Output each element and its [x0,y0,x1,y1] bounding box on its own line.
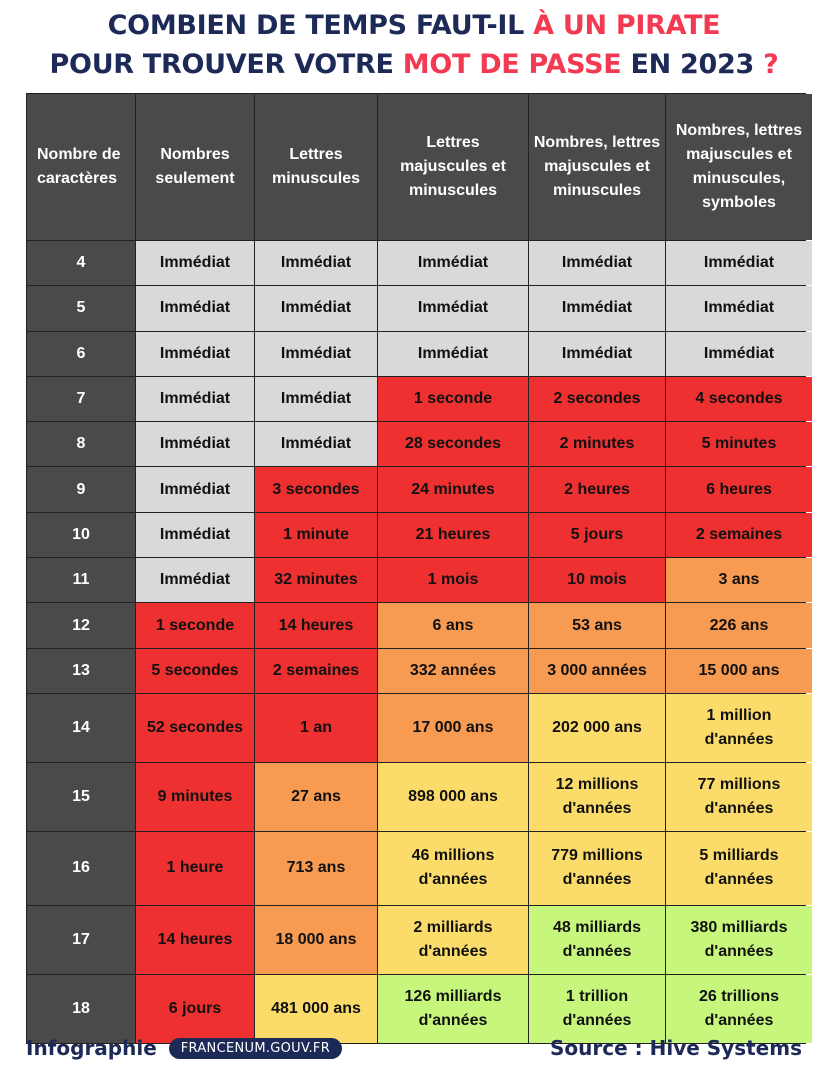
table-cell: Immédiat [136,241,254,285]
table-cell: 202 000 ans [529,694,665,762]
table-cell: 2 milliards d'années [378,906,528,974]
table-cell: 1 heure [136,832,254,905]
table-cell: 898 000 ans [378,763,528,831]
table-cell: Immédiat [378,332,528,376]
row-header-11: 11 [27,558,135,602]
table-cell: Immédiat [255,241,377,285]
column-header-numbers-only: Nombres seulement [136,94,254,240]
table-cell: Immédiat [136,558,254,602]
table-cell: 77 millions d'années [666,763,812,831]
table-cell: Immédiat [378,286,528,330]
row-header-8: 8 [27,422,135,466]
table-cell: 15 000 ans [666,649,812,693]
table-cell: 1 seconde [378,377,528,421]
table-cell: Immédiat [136,467,254,511]
table-cell: 27 ans [255,763,377,831]
column-header-lowercase: Lettres minuscules [255,94,377,240]
table-cell: 3 ans [666,558,812,602]
title-line-2 [0,45,828,84]
table-cell: 2 minutes [529,422,665,466]
source-label: Source : Hive Systems [550,1036,802,1060]
table-cell: Immédiat [666,332,812,376]
table-cell: 52 secondes [136,694,254,762]
table-cell: 5 secondes [136,649,254,693]
column-header-numbers-upper-lower-symbols: Nombres, lettres majuscules et minuscules, symboles [666,94,812,240]
table-cell: 17 000 ans [378,694,528,762]
table-cell: 1 million d'années [666,694,812,762]
table-cell: 12 millions d'années [529,763,665,831]
row-header-13: 13 [27,649,135,693]
title-line-1 [0,6,828,45]
table-cell: Immédiat [255,377,377,421]
table-cell: 21 heures [378,513,528,557]
column-header-numbers-upper-lower: Nombres, lettres majuscules et minuscules [529,94,665,240]
table-cell: 481 000 ans [255,975,377,1043]
table-cell: Immédiat [255,286,377,330]
table-cell: 5 milliards d'années [666,832,812,905]
table-cell: 26 trillions d'années [666,975,812,1043]
table-cell: 2 heures [529,467,665,511]
infographie-label: Infographie [26,1036,157,1060]
row-header-16: 16 [27,832,135,905]
footer-infographie [26,1036,342,1060]
row-header-9: 9 [27,467,135,511]
table-cell: 46 millions d'années [378,832,528,905]
table-cell: Immédiat [378,241,528,285]
row-header-12: 12 [27,603,135,647]
row-header-10: 10 [27,513,135,557]
title-text: COMBIEN DE TEMPS FAUT-IL [107,10,534,41]
table-cell: 6 heures [666,467,812,511]
title-text: POUR TROUVER VOTRE [49,49,403,80]
table-cell: 32 minutes [255,558,377,602]
table-cell: 10 mois [529,558,665,602]
table-cell: 24 minutes [378,467,528,511]
table-cell: 48 milliards d'années [529,906,665,974]
row-header-5: 5 [27,286,135,330]
table-cell: 14 heures [255,603,377,647]
table-cell: Immédiat [255,332,377,376]
table-cell: 53 ans [529,603,665,647]
table-cell: 713 ans [255,832,377,905]
francenum-badge[interactable]: FRANCENUM.GOUV.FR [169,1038,342,1059]
table-cell: 5 minutes [666,422,812,466]
infographic-title [0,6,828,84]
table-cell: 28 secondes [378,422,528,466]
table-cell: Immédiat [255,422,377,466]
table-cell: Immédiat [136,332,254,376]
table-cell: 126 milliards d'années [378,975,528,1043]
row-header-18: 18 [27,975,135,1043]
table-cell: Immédiat [529,332,665,376]
row-header-15: 15 [27,763,135,831]
table-cell: Immédiat [136,513,254,557]
password-crack-time-table [26,93,806,1044]
table-cell: 1 seconde [136,603,254,647]
table-cell: 1 minute [255,513,377,557]
title-question-mark: ? [763,49,779,80]
table-cell: 18 000 ans [255,906,377,974]
table-cell: Immédiat [136,422,254,466]
table-cell: 2 semaines [255,649,377,693]
table-cell: 6 jours [136,975,254,1043]
table-cell: 1 an [255,694,377,762]
column-header-upper-lower: Lettres majuscules et minuscules [378,94,528,240]
table-cell: 3 secondes [255,467,377,511]
title-highlight: À UN PIRATE [533,10,721,41]
column-header-chars-col: Nombre de caractères [27,94,135,240]
table-cell: Immédiat [136,377,254,421]
table-cell: 380 milliards d'années [666,906,812,974]
table-cell: 6 ans [378,603,528,647]
table-cell: 2 semaines [666,513,812,557]
table-cell: 1 trillion d'années [529,975,665,1043]
title-highlight: MOT DE PASSE [402,49,622,80]
table-cell: Immédiat [529,286,665,330]
table-cell: 3 000 années [529,649,665,693]
row-header-6: 6 [27,332,135,376]
table-cell: Immédiat [136,286,254,330]
row-header-17: 17 [27,906,135,974]
table-cell: 332 années [378,649,528,693]
table-cell: 14 heures [136,906,254,974]
table-cell: Immédiat [529,241,665,285]
row-header-4: 4 [27,241,135,285]
table-cell: 4 secondes [666,377,812,421]
table-cell: 226 ans [666,603,812,647]
table-cell: 779 millions d'années [529,832,665,905]
table-cell: 2 secondes [529,377,665,421]
table-cell: 5 jours [529,513,665,557]
row-header-14: 14 [27,694,135,762]
table-cell: 1 mois [378,558,528,602]
title-text: EN 2023 [621,49,764,80]
table-cell: Immédiat [666,286,812,330]
table-cell: 9 minutes [136,763,254,831]
table-cell: Immédiat [666,241,812,285]
row-header-7: 7 [27,377,135,421]
